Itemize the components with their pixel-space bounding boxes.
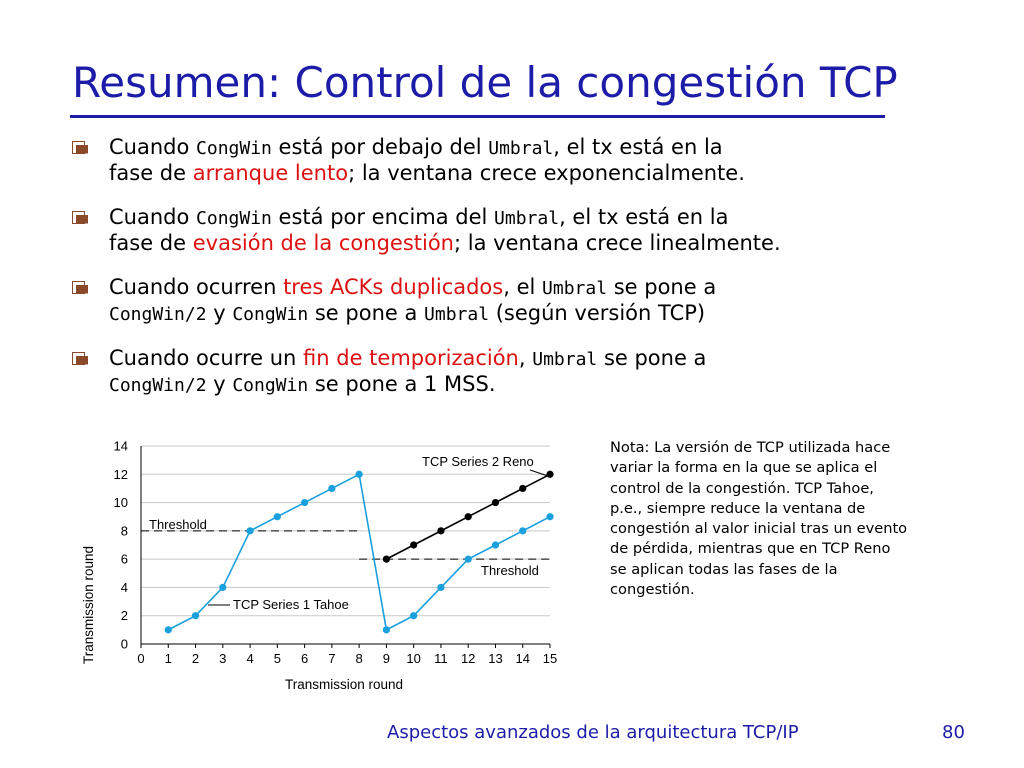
tahoe-point — [192, 612, 199, 619]
bullet-text: está por encima del — [271, 205, 495, 229]
code-term: CongWin — [196, 208, 272, 229]
bullet-text: se pone a 1 MSS. — [308, 372, 496, 396]
bullet-text: (según versión TCP) — [489, 301, 706, 325]
square-bullet-icon — [72, 352, 89, 365]
y-tick-label: 14 — [113, 438, 128, 454]
tahoe-point — [437, 584, 444, 591]
reno-point — [410, 541, 417, 548]
reno-point — [465, 513, 472, 520]
code-term: CongWin — [232, 375, 309, 396]
bullet-item — [72, 346, 892, 398]
bullet-line — [109, 231, 892, 256]
x-tick-label: 3 — [219, 651, 227, 666]
code-term: CongWin/2 — [109, 375, 207, 396]
y-tick-label: 2 — [120, 608, 128, 624]
bullet-line — [109, 161, 892, 186]
code-term: Umbral — [488, 138, 554, 159]
bullet-line — [109, 135, 892, 161]
bullet-text: , el tx está en la — [559, 205, 729, 229]
bullet-text: se pone a — [607, 275, 717, 299]
y-tick-label: 4 — [120, 579, 128, 595]
bullet-list — [72, 135, 892, 417]
code-term: CongWin — [196, 138, 272, 159]
tahoe-line — [168, 474, 550, 630]
tahoe-point — [465, 556, 472, 563]
tahoe-point — [519, 527, 526, 534]
bullet-text: , el tx está en la — [553, 135, 723, 159]
bullet-item — [72, 275, 892, 327]
reno-point — [383, 556, 390, 563]
reno-point — [546, 471, 553, 478]
bullet-text: fase de — [109, 161, 193, 185]
tahoe-point — [328, 485, 335, 492]
tahoe-point — [383, 626, 390, 633]
slide-title: Resumen: Control de la congestión TCP — [72, 58, 898, 107]
x-tick-label: 2 — [191, 651, 200, 666]
tahoe-point — [165, 626, 172, 633]
bullet-text: y — [206, 301, 233, 325]
tahoe-series-label: TCP Series 1 Tahoe — [233, 597, 349, 612]
x-tick-label: 15 — [542, 651, 558, 666]
y-tick-label: 8 — [120, 523, 128, 539]
code-term: CongWin/2 — [109, 304, 207, 325]
x-tick-label: 12 — [460, 651, 476, 666]
x-tick-label: 10 — [406, 651, 421, 666]
highlight-term: fin de temporización — [303, 346, 519, 370]
code-term: Umbral — [494, 208, 560, 229]
highlight-term: arranque lento — [192, 161, 349, 185]
congestion-window-chart — [68, 430, 573, 695]
square-bullet-icon — [72, 211, 89, 224]
x-tick-label: 13 — [488, 651, 503, 666]
title-underline — [70, 115, 885, 118]
x-tick-label: 9 — [382, 651, 391, 666]
square-bullet-icon — [72, 281, 89, 294]
bullet-text: Cuando — [109, 135, 197, 159]
highlight-term: tres ACKs duplicados — [283, 275, 504, 299]
reno-point — [492, 499, 499, 506]
bullet-text: se pone a — [308, 301, 425, 325]
bullet-text: ; la ventana crece linealmente. — [453, 231, 781, 255]
chart-series — [165, 471, 554, 634]
bullet-text: se pone a — [597, 346, 707, 370]
code-term: Umbral — [424, 304, 490, 325]
code-term: Umbral — [532, 349, 598, 370]
y-tick-label: 10 — [113, 495, 128, 511]
x-tick-label: 11 — [434, 651, 448, 666]
bullet-line — [109, 372, 892, 398]
bullet-text: , el — [503, 275, 543, 299]
tahoe-point — [546, 513, 553, 520]
bullet-text: Cuando — [109, 205, 197, 229]
tahoe-point — [246, 527, 253, 534]
x-tick-label: 6 — [300, 651, 309, 666]
x-tick-label: 1 — [164, 651, 172, 666]
threshold-label-1: Threshold — [149, 517, 207, 532]
reno-label-leader — [530, 470, 548, 476]
tahoe-point — [492, 541, 499, 548]
bullet-line — [109, 346, 892, 372]
bullet-text: ; la ventana crece exponencialmente. — [348, 161, 745, 185]
x-tick-label: 5 — [273, 651, 281, 666]
x-tick-label: 4 — [246, 651, 254, 666]
bullet-text: Cuando ocurren — [109, 275, 284, 299]
chart-ticks — [114, 439, 558, 667]
bullet-item — [72, 135, 892, 186]
tahoe-point — [410, 612, 417, 619]
bullet-text: Cuando ocurre un — [109, 346, 304, 370]
bullet-text: está por debajo del — [271, 135, 489, 159]
bullet-text: , — [518, 346, 533, 370]
y-tick-label: 0 — [120, 636, 128, 652]
bullet-line — [109, 205, 892, 231]
tahoe-point — [356, 471, 363, 478]
bullet-text: fase de — [109, 231, 193, 255]
code-term: Umbral — [542, 278, 608, 299]
threshold-lines — [141, 531, 550, 559]
x-tick-label: 14 — [515, 651, 530, 666]
bullet-line — [109, 275, 892, 301]
y-tick-label: 6 — [120, 551, 128, 567]
reno-point — [437, 527, 444, 534]
x-axis-label: Transmission round — [284, 677, 404, 692]
tahoe-point — [274, 513, 281, 520]
y-axis-label: Transmission round — [81, 545, 96, 665]
tahoe-point — [219, 584, 226, 591]
code-term: CongWin — [232, 304, 309, 325]
bullet-item — [72, 205, 892, 256]
side-note: Nota: La versión de TCP utilizada hace variar la forma en la que se aplica el control de la congestión. TCP Tahoe, p.e., siempre reduce la ventana de congestión al valor inicial tras un evento de pérdida, mientras que en TCP Reno se aplican todas las fases de la congestión. — [610, 439, 908, 599]
bullet-line — [109, 301, 892, 327]
reno-point — [519, 485, 526, 492]
chart-grid — [141, 446, 550, 644]
threshold-label-2: Threshold — [481, 563, 539, 578]
highlight-term: evasión de la congestión — [192, 231, 454, 255]
square-bullet-icon — [72, 141, 89, 154]
x-tick-label: 0 — [137, 651, 145, 666]
y-tick-label: 12 — [113, 466, 128, 482]
x-tick-label: 8 — [355, 651, 363, 666]
reno-series-label: TCP Series 2 Reno — [422, 454, 534, 469]
slide-footer: Aspectos avanzados de la arquitectura TCP/IP — [387, 722, 799, 743]
bullet-text: y — [206, 372, 233, 396]
tahoe-point — [301, 499, 308, 506]
x-tick-label: 7 — [328, 651, 336, 666]
page-number: 80 — [942, 722, 965, 743]
